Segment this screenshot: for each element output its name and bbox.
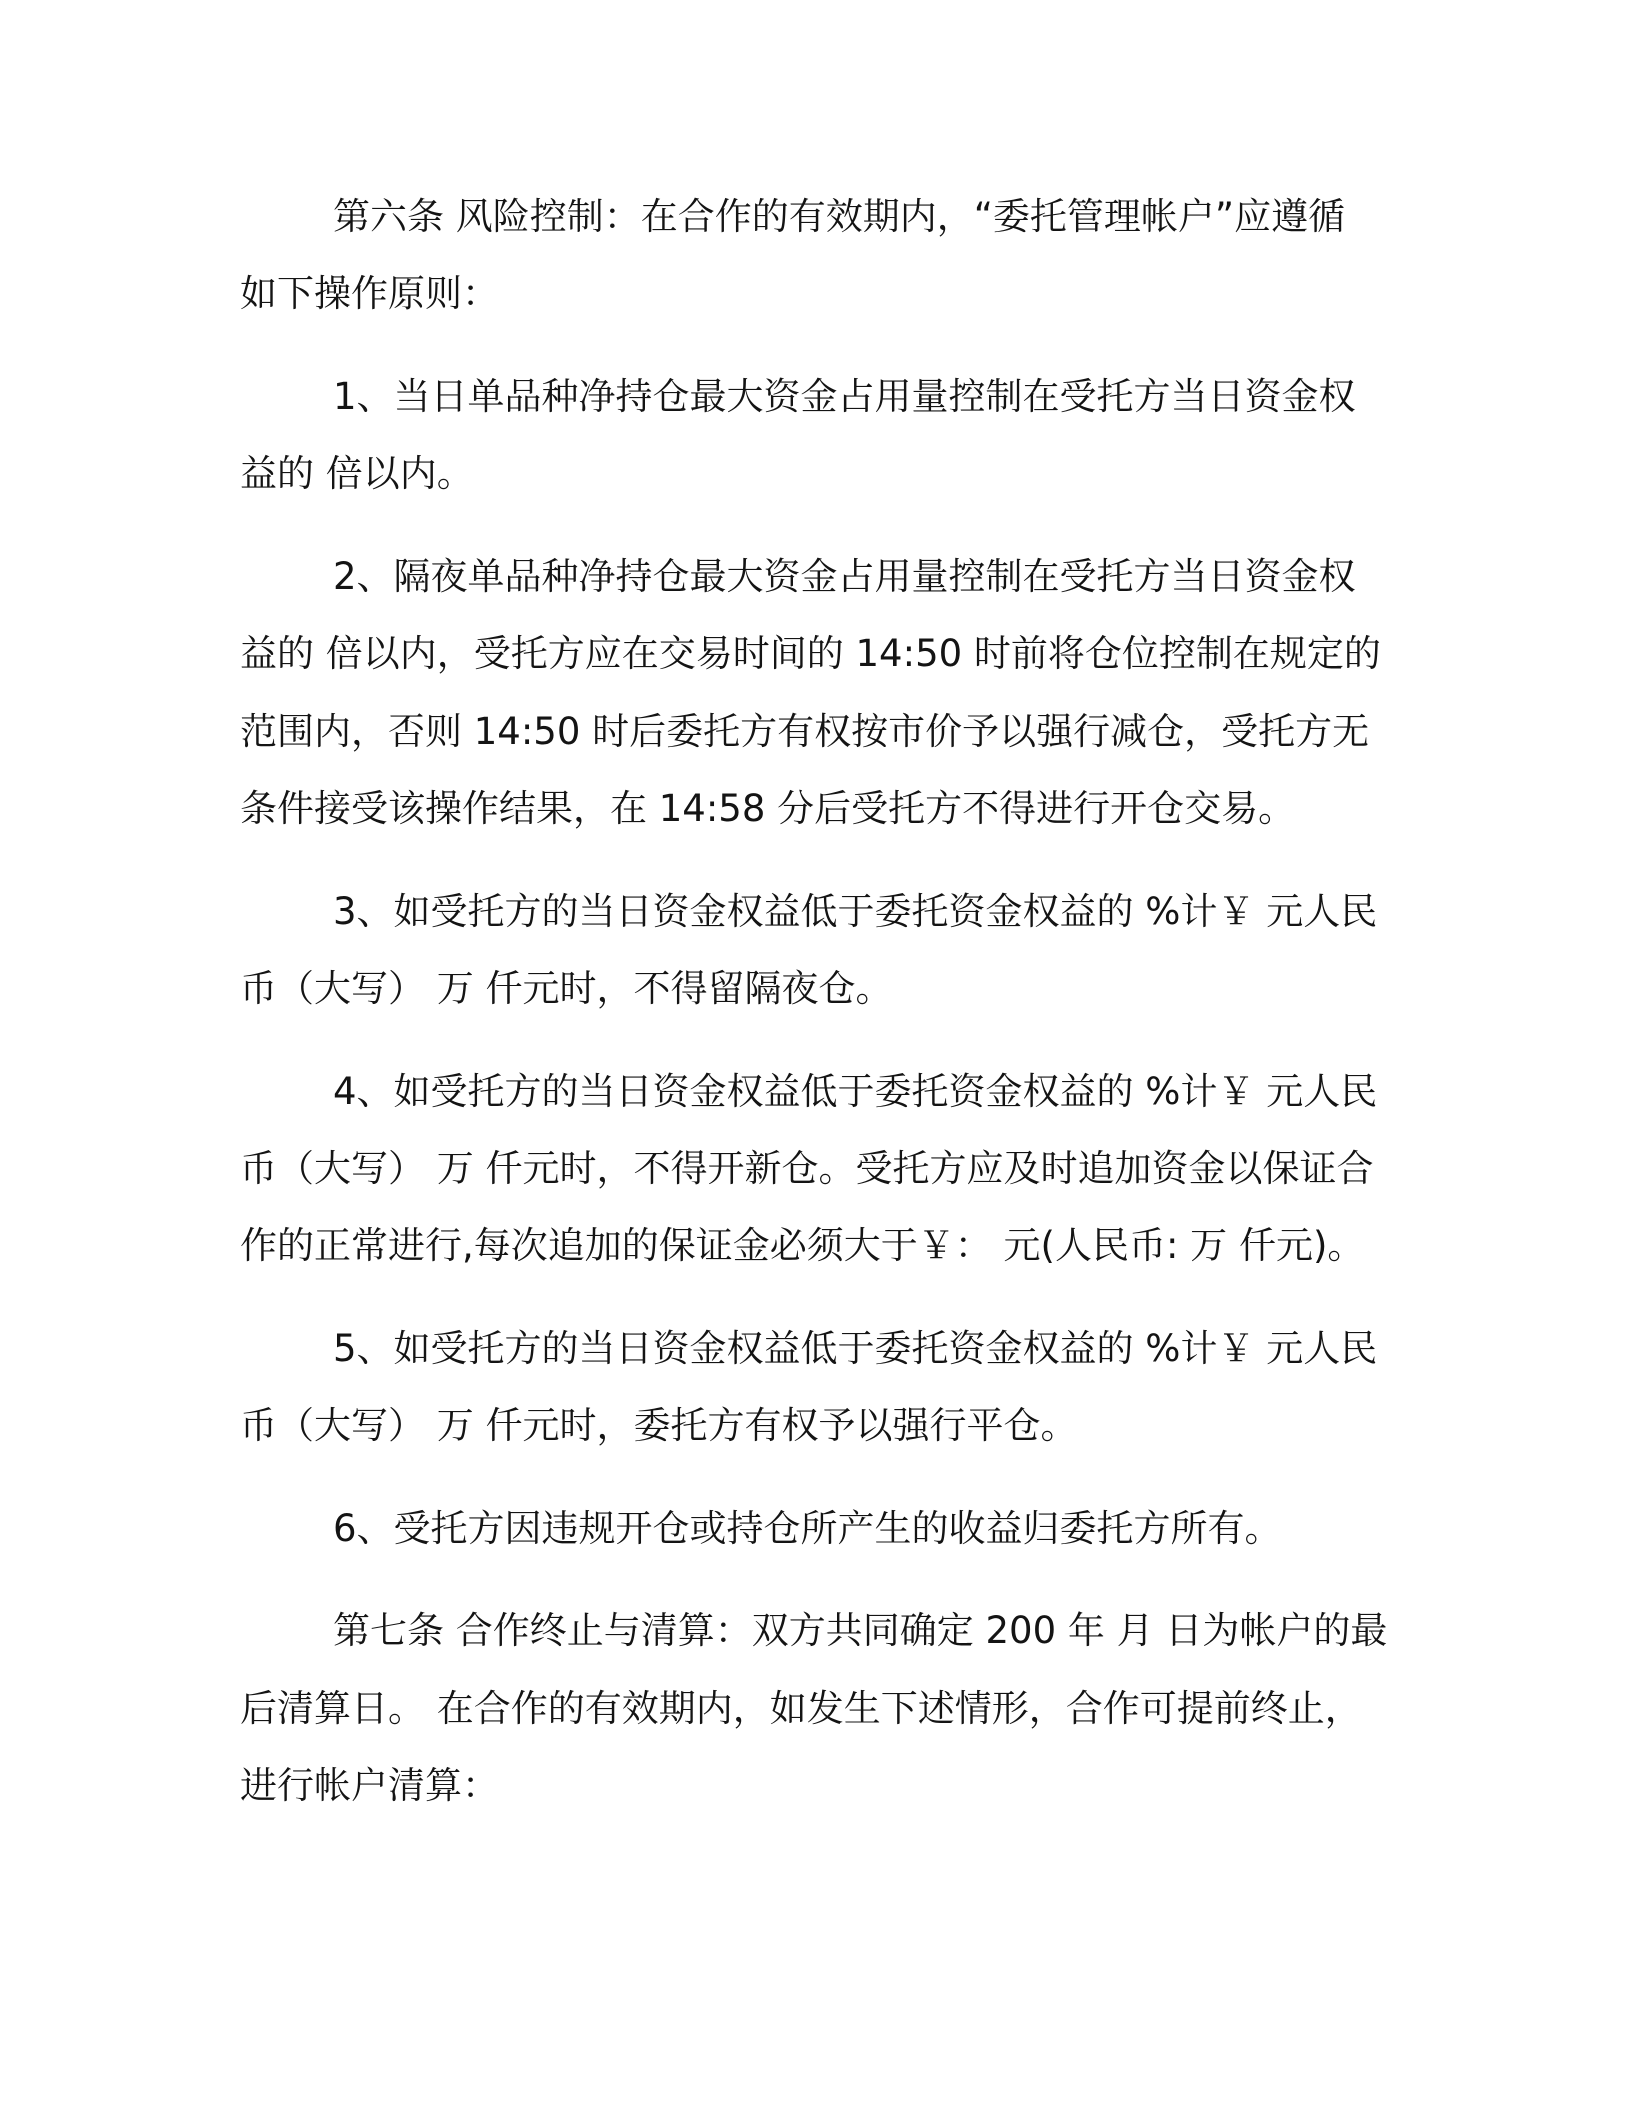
paragraph-line: 益的 倍以内，受托方应在交易时间的 14:50 时前将仓位控制在规定的 [240,632,1381,676]
paragraph-line: 币（大写） 万 仟元时，不得留隔夜仓。 [240,966,893,1010]
paragraph-line: 范围内，否则 14:50 时后委托方有权按市价予以强行减仓，受托方无 [240,709,1370,753]
document-body [240,178,1500,1850]
paragraph-line: 如下操作原则： [240,272,499,316]
paragraph-clause-6 [240,1490,1500,1567]
paragraph-line: 第六条 风险控制：在合作的有效期内，“委托管理帐户”应遵循 [333,195,1346,238]
paragraph-clause-3 [240,873,1500,1028]
paragraph-line: 6、受托方因违规开仓或持仓所产生的收益归委托方所有。 [333,1506,1282,1550]
paragraph-line: 3、如受托方的当日资金权益低于委托资金权益的 %计￥ 元人民 [333,889,1378,933]
paragraph-line: 益的 倍以内。 [240,452,474,496]
paragraph-line: 4、如受托方的当日资金权益低于委托资金权益的 %计￥ 元人民 [333,1069,1378,1113]
paragraph-line: 1、当日单品种净持仓最大资金占用量控制在受托方当日资金权 [333,374,1356,418]
paragraph-clause-1 [240,358,1500,513]
paragraph-clause-2 [240,538,1500,847]
paragraph-line: 作的正常进行,每次追加的保证金必须大于￥： 元(人民币: 万 仟元)。 [240,1224,1365,1268]
paragraph-line: 条件接受该操作结果，在 14:58 分后受托方不得进行开仓交易。 [240,786,1296,830]
paragraph-line: 币（大写） 万 仟元时，委托方有权予以强行平仓。 [240,1404,1078,1448]
paragraph-line: 2、隔夜单品种净持仓最大资金占用量控制在受托方当日资金权 [333,554,1356,598]
paragraph-article-7-termination [240,1592,1500,1824]
paragraph-line: 5、如受托方的当日资金权益低于委托资金权益的 %计￥ 元人民 [333,1326,1378,1370]
paragraph-clause-4 [240,1053,1500,1285]
paragraph-article-6-risk-control [240,178,1500,333]
paragraph-line: 后清算日。 在合作的有效期内，如发生下述情形，合作可提前终止， [240,1686,1362,1730]
paragraph-line: 进行帐户清算： [240,1764,499,1808]
paragraph-line: 第七条 合作终止与清算：双方共同确定 200 年 月 日为帐户的最 [333,1609,1388,1653]
paragraph-line: 币（大写） 万 仟元时，不得开新仓。受托方应及时追加资金以保证合 [240,1146,1374,1190]
paragraph-clause-5 [240,1310,1500,1465]
